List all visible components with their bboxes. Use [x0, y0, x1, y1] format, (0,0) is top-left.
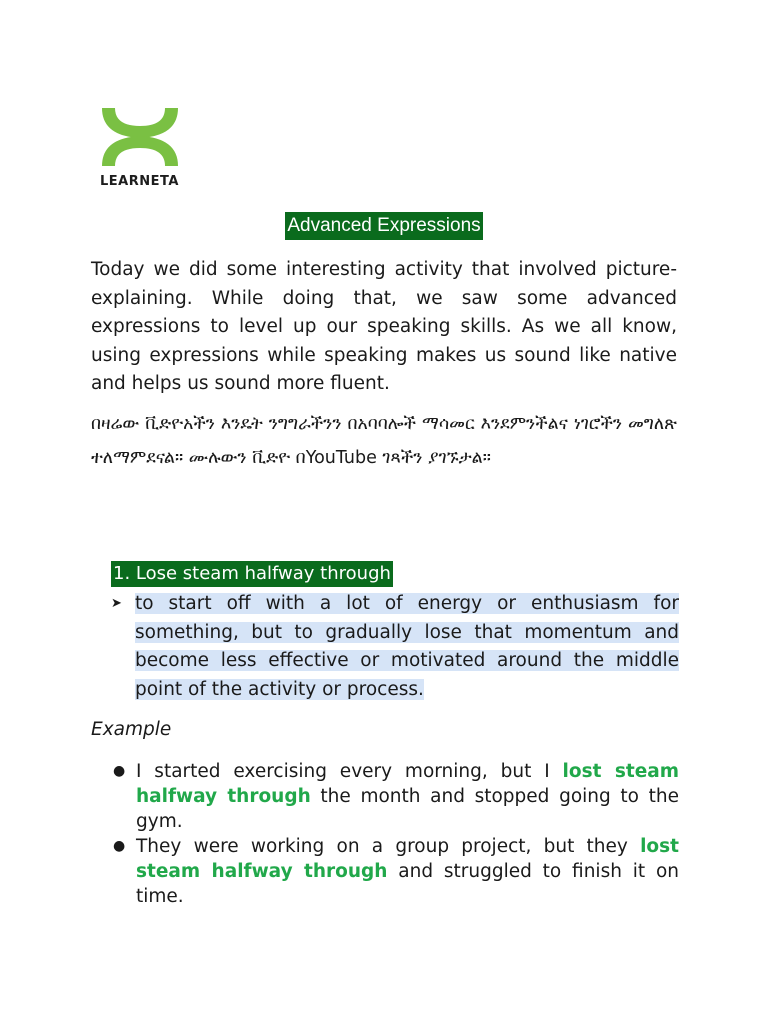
page-title: Advanced Expressions [285, 212, 482, 240]
amharic-paragraph: በዛሬው ቪድዮአችን እንዴት ንግግራችንን በአባባሎች ማሳመር እንደምንችልና ነገሮችን መግለጽ ተለማምደናል። ሙሉውን ቪድዮ በYouTube ገጻችን ያገኙታል። [91, 414, 677, 468]
logo [100, 106, 180, 189]
example-text-before: I started exercising every morning, but I [136, 761, 563, 782]
list-item [111, 759, 679, 834]
example-text-after: and struggled to finish it on time. [136, 861, 679, 907]
logo-text: LEARNETA [100, 174, 179, 189]
list-item [111, 834, 679, 909]
definition-text: to start off with a lot of energy or enthusiasm for something, but to gradually lose that momentum and become less effective or motivated around the middle point of the activity or process. [135, 593, 679, 700]
definition-item [111, 590, 679, 704]
learneta-logo-icon [100, 106, 180, 168]
example-highlight: lost steam halfway through [136, 761, 679, 807]
example-list [111, 759, 679, 909]
example-text-before: They were working on a group project, but they [136, 836, 641, 857]
expression-heading: 1. Lose steam halfway through [111, 561, 393, 587]
intro-paragraph: Today we did some interesting activity that involved picture-explaining. While doing that, we saw some advanced expressions to level up our speaking skills. As we all know, using expressions while speaking makes us sound like native and helps us sound more fluent. [91, 259, 677, 394]
arrow-bullet-icon: ➤ [111, 596, 122, 611]
example-text-after: the month and stopped going to the gym. [136, 786, 679, 832]
bullet-icon: ● [113, 763, 126, 779]
example-highlight: lost steam halfway through [136, 836, 679, 882]
bullet-icon: ● [113, 838, 126, 854]
example-label: Example [91, 719, 172, 740]
